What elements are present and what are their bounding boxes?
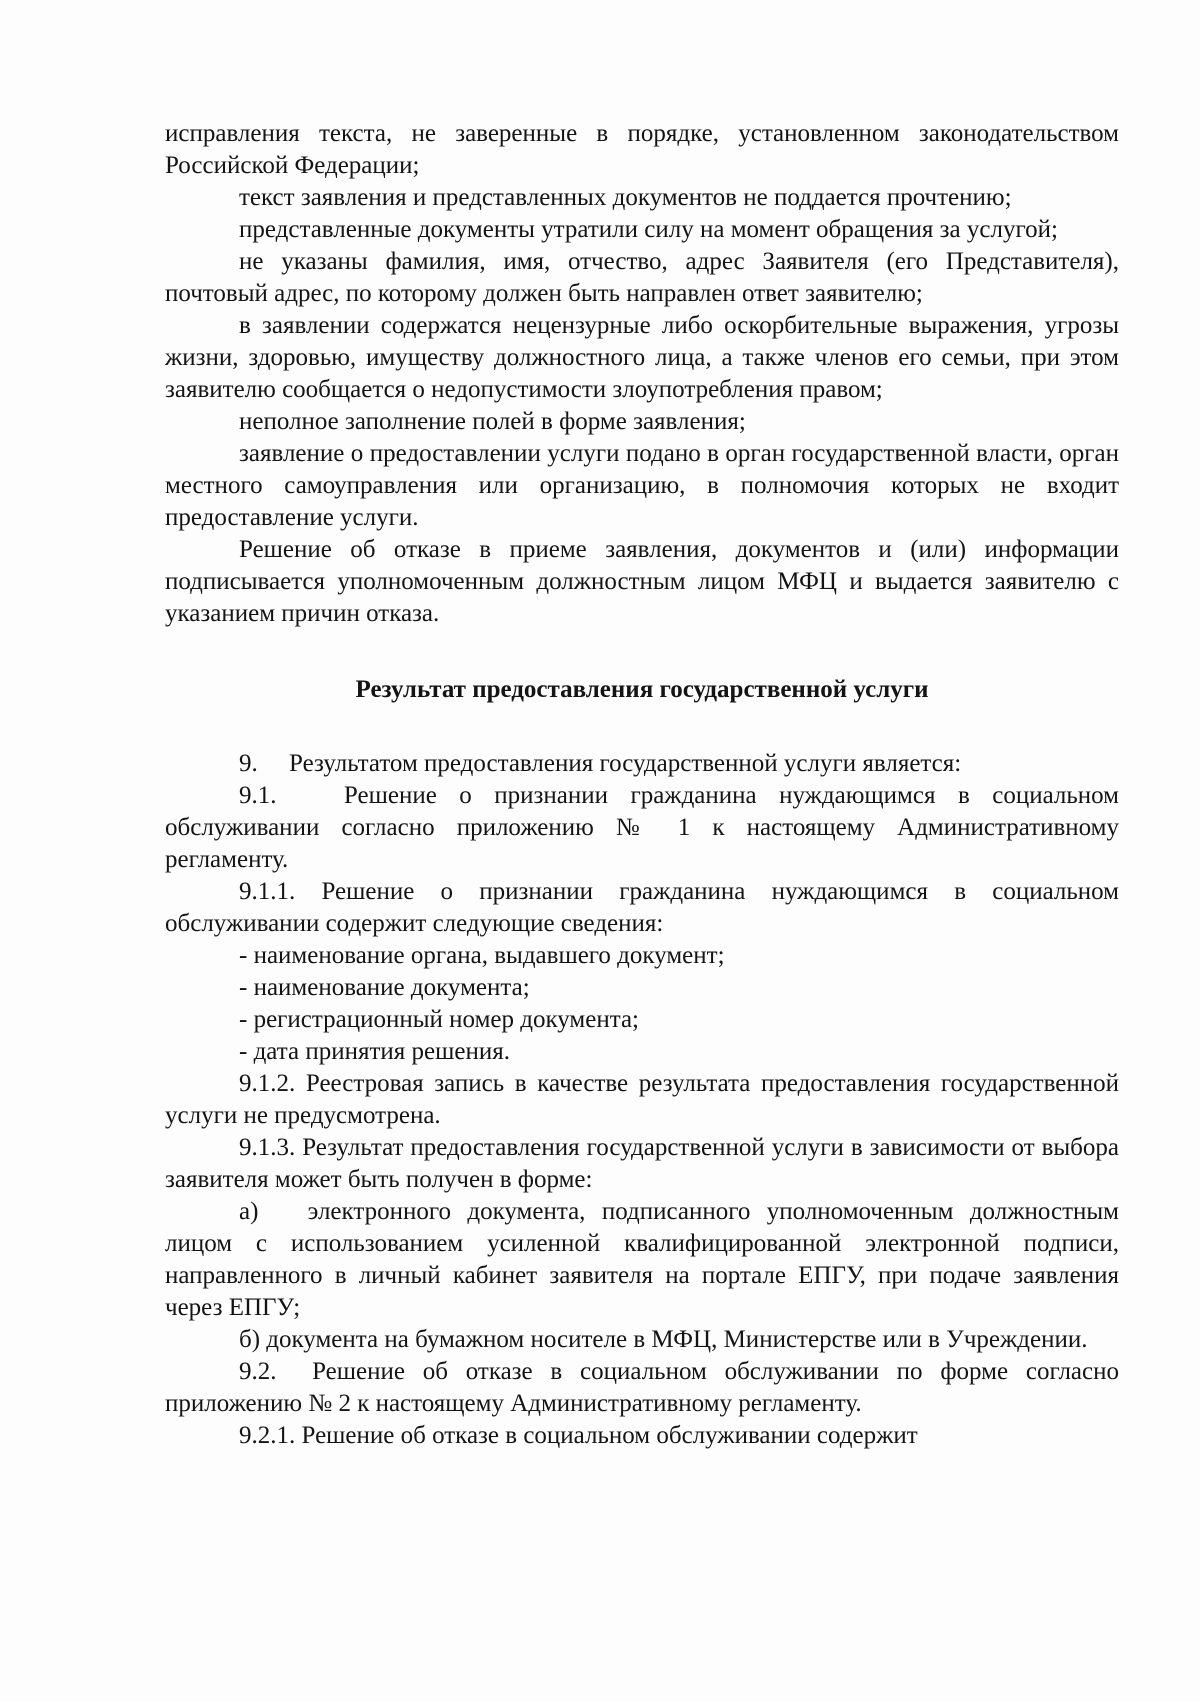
paragraph: 9.2. Решение об отказе в социальном обслуживании по форме согласно приложению № 2 к настоящему Административному регламенту. xyxy=(165,1358,1126,1417)
paragraph: представленные документы утратили силу на момент обращения за услугой; xyxy=(239,216,1058,243)
paragraph: а) электронного документа, подписанного уполномоченным должностным лицом с использованием усиленной квалифицированной электронной подписи, направленного в личный кабинет заявителя на портале ЕПГУ, при подаче заявления через ЕПГУ; xyxy=(165,1198,1126,1321)
list-item: - наименование органа, выдавшего документ; xyxy=(239,942,725,969)
paragraph: 9.1.2. Реестровая запись в качестве результата предоставления государственной услуги не предусмотрена. xyxy=(165,1070,1119,1129)
paragraph: текст заявления и представленных документов не поддается прочтению; xyxy=(239,184,1012,211)
section-heading: Результат предоставления государственной услуги xyxy=(355,676,929,703)
paragraph: 9.1.1. Решение о признании гражданина нуждающимся в социальном обслуживании содержит следующие сведения: xyxy=(165,878,1119,937)
list-item: - дата принятия решения. xyxy=(239,1038,510,1065)
paragraph: исправления текста, не заверенные в порядке, установленном законодательством Российской Федерации; xyxy=(165,120,1119,179)
paragraph: в заявлении содержатся нецензурные либо оскорбительные выражения, угрозы жизни, здоровью, имуществу должностного лица, а также членов его семьи, при этом заявителю сообщается о недопустимости злоупотребления правом; xyxy=(165,312,1119,403)
paragraph: неполное заполнение полей в форме заявления; xyxy=(239,408,746,435)
paragraph: Решение об отказе в приеме заявления, документов и (или) информации подписывается уполномоченным должностным лицом МФЦ и выдается заявителю с указанием причин отказа. xyxy=(165,536,1119,627)
paragraph: заявление о предоставлении услуги подано в орган государственной власти, орган местного самоуправления или организацию, в полномочия которых не входит предоставление услуги. xyxy=(165,440,1119,531)
paragraph: 9.1.3. Результат предоставления государственной услуги в зависимости от выбора заявителя может быть получен в форме: xyxy=(165,1134,1119,1193)
paragraph: 9. Результатом предоставления государственной услуги является: xyxy=(239,750,962,777)
paragraph: не указаны фамилия, имя, отчество, адрес Заявителя (его Представителя), почтовый адрес, по которому должен быть направлен ответ заявителю; xyxy=(165,248,1119,307)
paragraph: 9.1. Решение о признании гражданина нуждающимся в социальном обслуживании согласно приложению № 1 к настоящему Административному регламенту. xyxy=(165,782,1126,873)
document-body xyxy=(165,118,1126,1452)
paragraph: 9.2.1. Решение об отказе в социальном обслуживании содержит xyxy=(239,1422,918,1449)
list-item: - наименование документа; xyxy=(239,974,530,1001)
list-item: - регистрационный номер документа; xyxy=(239,1006,639,1033)
paragraph: б) документа на бумажном носителе в МФЦ, Министерстве или в Учреждении. xyxy=(239,1326,1088,1353)
